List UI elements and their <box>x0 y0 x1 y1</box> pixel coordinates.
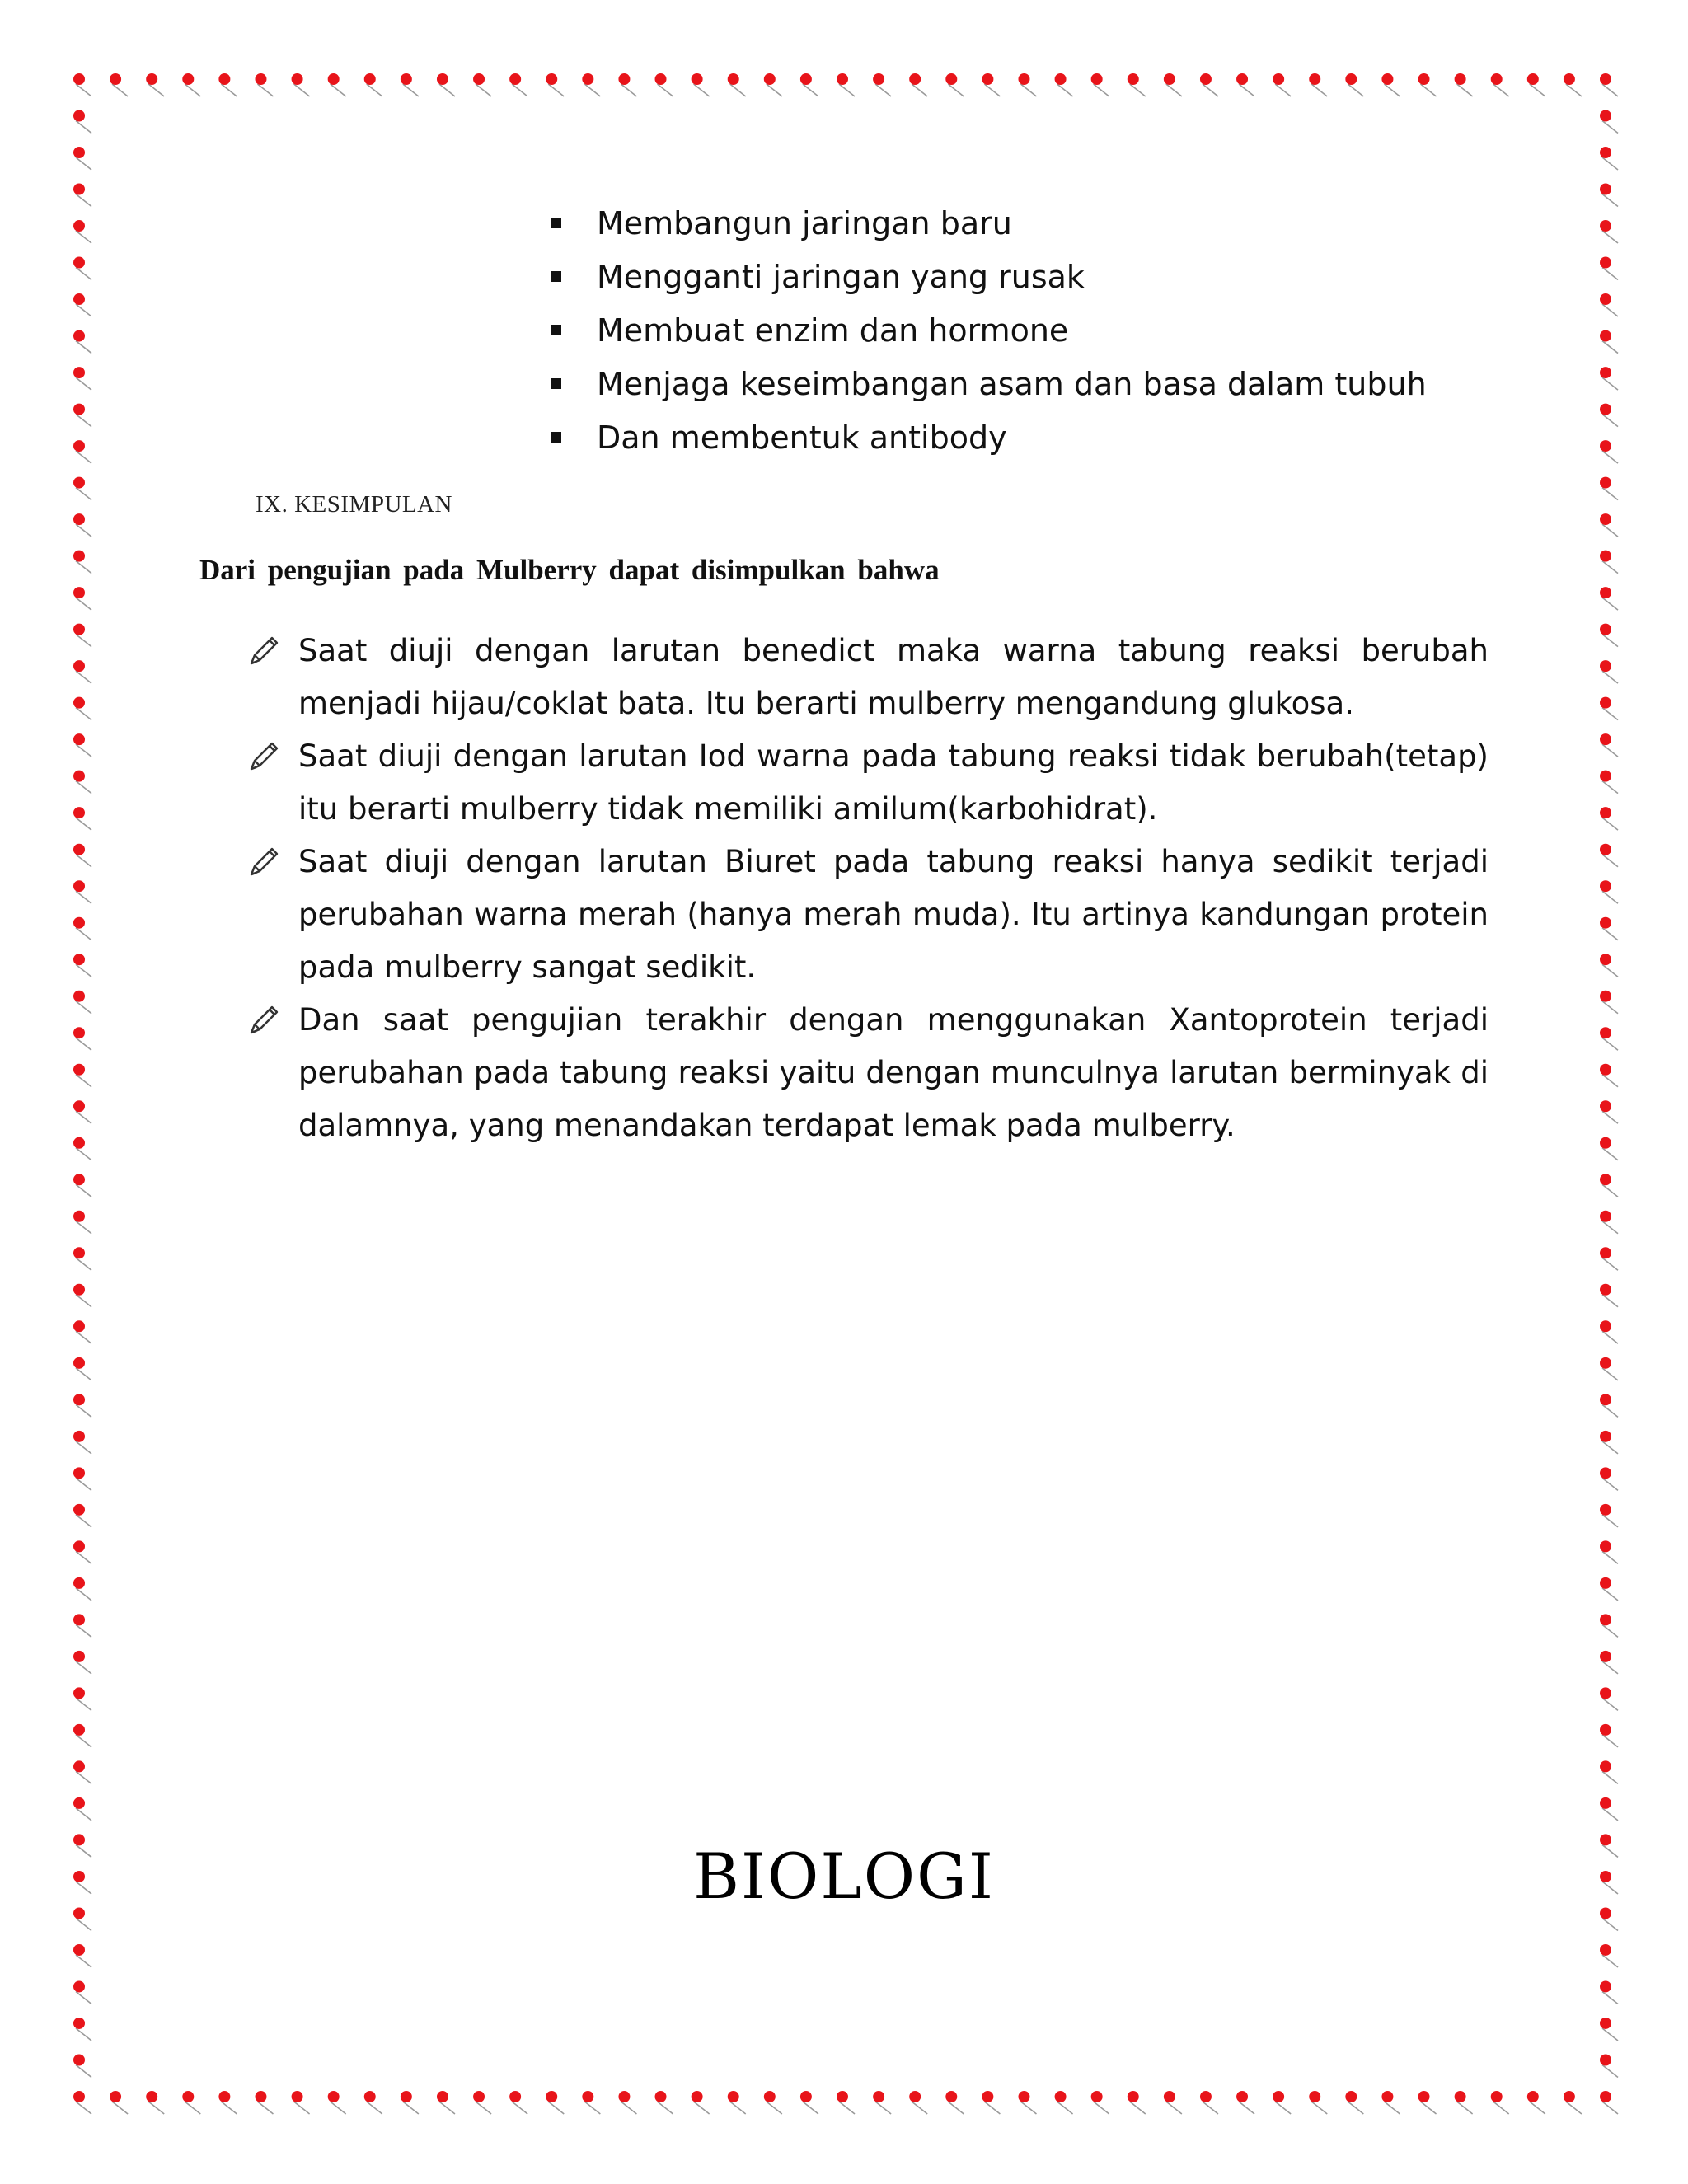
square-bullet-icon <box>551 378 561 389</box>
list-item <box>544 196 1427 250</box>
pencil-icon <box>247 836 298 888</box>
pencil-icon <box>247 730 298 783</box>
section-heading: IX. KESIMPULAN <box>256 491 452 518</box>
footer-title: BIOLOGI <box>693 1840 995 1913</box>
list-item <box>544 303 1427 357</box>
finding-text: Saat diuji dengan larutan benedict maka warna tabung reaksi berubah menjadi hijau/coklat bata. Itu berarti mulberry mengandung glukosa. <box>298 633 1489 721</box>
square-bullet-icon <box>551 432 561 443</box>
list-item <box>544 250 1427 303</box>
list-item-text: Mengganti jaringan yang rusak <box>597 258 1085 295</box>
list-item-text: Membangun jaringan baru <box>597 204 1012 241</box>
finding-item <box>247 730 1489 836</box>
findings-list <box>247 625 1489 1152</box>
list-item-text: Dan membentuk antibody <box>597 419 1007 456</box>
finding-text: Dan saat pengujian terakhir dengan menggunakan Xantoprotein terjadi perubahan pada tabung reaksi yaitu dengan munculnya larutan berminyak di dalamnya, yang menandakan terdapat lemak pada mulberry. <box>298 1002 1489 1143</box>
pencil-icon <box>247 994 298 1047</box>
finding-item <box>247 836 1489 994</box>
list-item-text: Membuat enzim dan hormone <box>597 312 1069 349</box>
list-item <box>544 410 1427 464</box>
list-item-text: Menjaga keseimbangan asam dan basa dalam tubuh <box>597 365 1427 402</box>
pencil-icon <box>247 625 298 677</box>
list-item <box>544 357 1427 410</box>
square-bullet-icon <box>551 218 561 228</box>
finding-item <box>247 994 1489 1152</box>
square-bullet-icon <box>551 271 561 282</box>
functions-list <box>544 196 1427 464</box>
square-bullet-icon <box>551 325 561 335</box>
conclusion-lead: Dari pengujian pada Mulberry dapat disimpulkan bahwa <box>199 554 940 586</box>
finding-text: Saat diuji dengan larutan Biuret pada tabung reaksi hanya sedikit terjadi perubahan warna merah (hanya merah muda). Itu artinya kandungan protein pada mulberry sangat sedikit. <box>298 844 1489 985</box>
finding-text: Saat diuji dengan larutan Iod warna pada tabung reaksi tidak berubah(tetap) itu berarti mulberry tidak memiliki amilum(karbohidrat). <box>298 738 1489 827</box>
finding-item <box>247 625 1489 730</box>
